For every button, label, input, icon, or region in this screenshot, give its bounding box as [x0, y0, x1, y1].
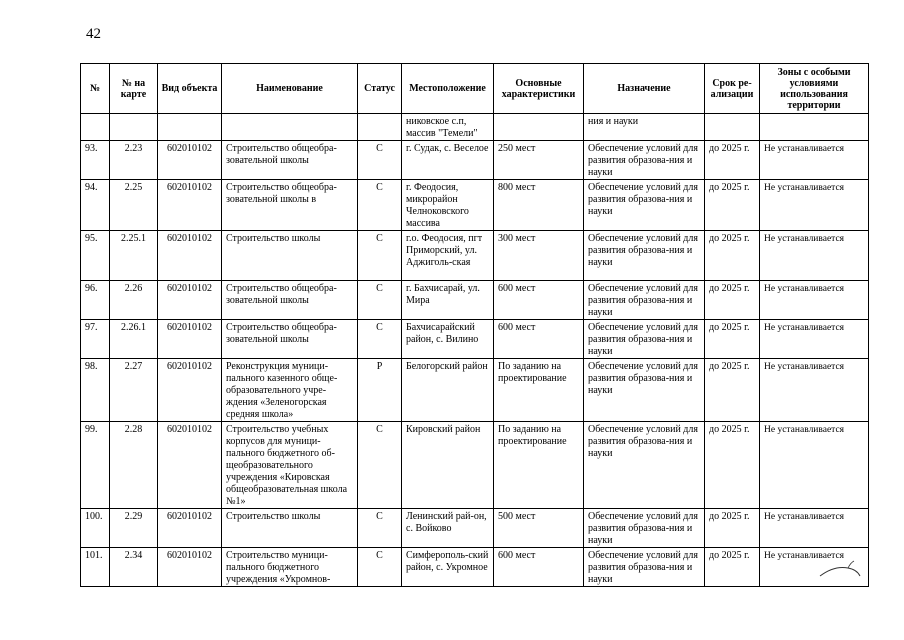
map-number-cell: 2.28	[110, 422, 158, 509]
col-header-number: №	[81, 64, 110, 114]
zones-cell: Не устанавливается	[760, 231, 869, 281]
table-row	[81, 359, 869, 422]
object-name-cell: Строительство муници-пального бюджетного учреждения «Укромнов-	[222, 548, 358, 587]
purpose-cell: Обеспечение условий для развития образова-ния и науки	[584, 359, 705, 422]
characteristics-cell: 800 мест	[494, 180, 584, 231]
characteristics-cell: 600 мест	[494, 548, 584, 587]
col-header-map-number: № на карте	[110, 64, 158, 114]
purpose-cell: Обеспечение условий для развития образова-ния и науки	[584, 180, 705, 231]
map-number-cell: 2.25	[110, 180, 158, 231]
row-number-cell: 99.	[81, 422, 110, 509]
status-cell: С	[358, 320, 402, 359]
location-cell: г.о. Феодосия, пгт Приморский, ул. Аджиголь-ская	[402, 231, 494, 281]
row-number-cell: 93.	[81, 141, 110, 180]
zones-cell: Не устанавливается	[760, 359, 869, 422]
purpose-cell: Обеспечение условий для развития образова-ния и науки	[584, 509, 705, 548]
table-row	[81, 422, 869, 509]
row-number-cell: 101.	[81, 548, 110, 587]
object-name-cell: Строительство учебных корпусов для муници-пального бюджетного об-щеобразовательного учреждения «Кировская общеобразовательная школа №1»	[222, 422, 358, 509]
continuation-purpose-cell: ния и науки	[584, 114, 705, 141]
location-cell: Кировский район	[402, 422, 494, 509]
page-number: 42	[86, 26, 101, 42]
map-number-cell: 2.27	[110, 359, 158, 422]
location-cell: Симферополь-ский район, с. Укромное	[402, 548, 494, 587]
map-number-cell: 2.25.1	[110, 231, 158, 281]
term-cell: до 2025 г.	[705, 359, 760, 422]
row-number-cell: 97.	[81, 320, 110, 359]
object-type-cell: 602010102	[158, 231, 222, 281]
table-row	[81, 548, 869, 587]
status-cell: С	[358, 509, 402, 548]
col-header-purpose: Назначение	[584, 64, 705, 114]
continuation-location-cell: никовское с.п, массив "Темели"	[402, 114, 494, 141]
map-number-cell: 2.29	[110, 509, 158, 548]
object-type-cell: 602010102	[158, 141, 222, 180]
term-cell: до 2025 г.	[705, 281, 760, 320]
zones-cell: Не устанавливается	[760, 548, 869, 587]
purpose-cell: Обеспечение условий для развития образова-ния и науки	[584, 281, 705, 320]
characteristics-cell: 300 мест	[494, 231, 584, 281]
object-name-cell: Реконструкция муници-пального казенного обще-образовательного учре-ждения «Зеленогорская средняя школа»	[222, 359, 358, 422]
row-number-cell: 98.	[81, 359, 110, 422]
map-number-cell: 2.26.1	[110, 320, 158, 359]
map-number-cell: 2.23	[110, 141, 158, 180]
signature-mark	[818, 558, 862, 582]
table-row	[81, 320, 869, 359]
status-cell: С	[358, 422, 402, 509]
location-cell: г. Судак, с. Веселое	[402, 141, 494, 180]
col-header-characteristics: Основные характеристики	[494, 64, 584, 114]
purpose-cell: Обеспечение условий для развития образова-ния и науки	[584, 320, 705, 359]
characteristics-cell: 500 мест	[494, 509, 584, 548]
location-cell: г. Бахчисарай, ул. Мира	[402, 281, 494, 320]
object-type-cell: 602010102	[158, 180, 222, 231]
object-type-cell: 602010102	[158, 548, 222, 587]
characteristics-cell: 600 мест	[494, 281, 584, 320]
zones-cell: Не устанавливается	[760, 320, 869, 359]
location-cell: г. Феодосия, микрорайон Челноковского массива	[402, 180, 494, 231]
term-cell: до 2025 г.	[705, 231, 760, 281]
object-name-cell: Строительство общеобра-зовательной школы в	[222, 180, 358, 231]
continuation-row	[81, 114, 869, 141]
zones-cell: Не устанавливается	[760, 509, 869, 548]
object-name-cell: Строительство общеобра-зовательной школы	[222, 141, 358, 180]
status-cell: С	[358, 281, 402, 320]
location-cell: Ленинский рай-он, с. Войково	[402, 509, 494, 548]
term-cell: до 2025 г.	[705, 141, 760, 180]
table-row	[81, 509, 869, 548]
purpose-cell: Обеспечение условий для развития образова-ния и науки	[584, 422, 705, 509]
map-number-cell: 2.34	[110, 548, 158, 587]
zones-cell: Не устанавливается	[760, 422, 869, 509]
col-header-name: Наименование	[222, 64, 358, 114]
status-cell: С	[358, 548, 402, 587]
row-number-cell: 96.	[81, 281, 110, 320]
col-header-location: Местоположение	[402, 64, 494, 114]
col-header-term: Срок ре-ализации	[705, 64, 760, 114]
col-header-status: Статус	[358, 64, 402, 114]
table-row	[81, 180, 869, 231]
object-name-cell: Строительство общеобра-зовательной школы	[222, 320, 358, 359]
table-row	[81, 281, 869, 320]
term-cell: до 2025 г.	[705, 548, 760, 587]
term-cell: до 2025 г.	[705, 509, 760, 548]
purpose-cell: Обеспечение условий для развития образова-ния и науки	[584, 141, 705, 180]
table-row	[81, 231, 869, 281]
term-cell: до 2025 г.	[705, 320, 760, 359]
row-number-cell: 94.	[81, 180, 110, 231]
object-type-cell: 602010102	[158, 422, 222, 509]
objects-table	[80, 63, 869, 587]
term-cell: до 2025 г.	[705, 180, 760, 231]
location-cell: Бахчисарайский район, с. Вилино	[402, 320, 494, 359]
zones-cell: Не устанавливается	[760, 281, 869, 320]
col-header-object-type: Вид объекта	[158, 64, 222, 114]
object-type-cell: 602010102	[158, 281, 222, 320]
object-name-cell: Строительство общеобра-зовательной школы	[222, 281, 358, 320]
row-number-cell: 100.	[81, 509, 110, 548]
object-type-cell: 602010102	[158, 320, 222, 359]
status-cell: С	[358, 141, 402, 180]
characteristics-cell: По заданию на проектирование	[494, 422, 584, 509]
status-cell: Р	[358, 359, 402, 422]
purpose-cell: Обеспечение условий для развития образова-ния и науки	[584, 231, 705, 281]
status-cell: С	[358, 231, 402, 281]
object-name-cell: Строительство школы	[222, 509, 358, 548]
col-header-zones: Зоны с особыми условиями использования территории	[760, 64, 869, 114]
zones-cell: Не устанавливается	[760, 180, 869, 231]
table-header-row	[81, 64, 869, 114]
status-cell: С	[358, 180, 402, 231]
characteristics-cell: 600 мест	[494, 320, 584, 359]
object-type-cell: 602010102	[158, 509, 222, 548]
zones-cell: Не устанавливается	[760, 141, 869, 180]
characteristics-cell: 250 мест	[494, 141, 584, 180]
row-number-cell: 95.	[81, 231, 110, 281]
term-cell: до 2025 г.	[705, 422, 760, 509]
location-cell: Белогорский район	[402, 359, 494, 422]
characteristics-cell: По заданию на проектирование	[494, 359, 584, 422]
purpose-cell: Обеспечение условий для развития образова-ния и науки	[584, 548, 705, 587]
object-name-cell: Строительство школы	[222, 231, 358, 281]
table-row	[81, 141, 869, 180]
map-number-cell: 2.26	[110, 281, 158, 320]
object-type-cell: 602010102	[158, 359, 222, 422]
